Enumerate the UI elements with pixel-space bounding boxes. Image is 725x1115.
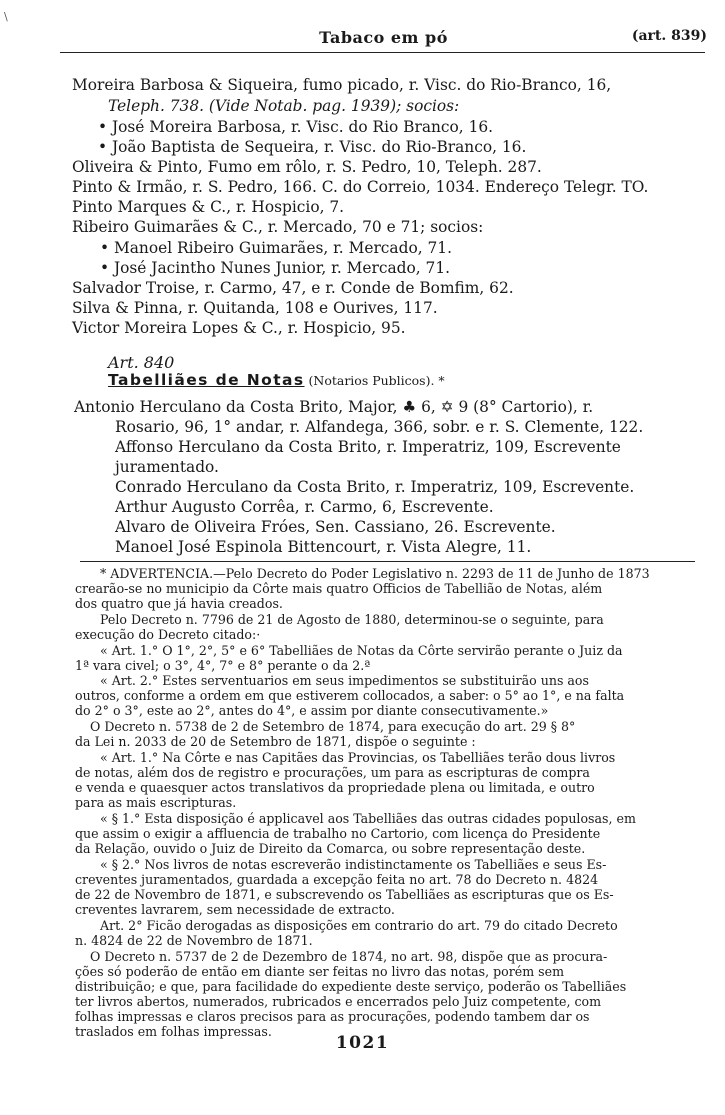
note-line: « Art. 1.° O 1°, 2°, 5° e 6° Tabelliães de Notas da Côrte servirão perante o Juiz da	[100, 643, 623, 658]
header-title: Tabaco em pó	[319, 28, 448, 47]
entry-line: • João Baptista de Sequeira, r. Visc. do Rio-Branco, 16.	[98, 138, 527, 156]
section-title: Tabelliães de Notas	[108, 371, 305, 389]
note-line: crearão-se no municipio da Côrte mais quatro Officios de Tabellião de Notas, além	[75, 581, 603, 596]
note-line: traslados em folhas impressas.	[75, 1024, 272, 1039]
note-line: de 22 de Novembro de 1871, e subscrevendo os Tabelliães as escripturas que os Es-	[75, 887, 614, 902]
entry-line: • José Jacintho Nunes Junior, r. Mercado, 71.	[100, 259, 451, 277]
page-number: 1021	[335, 1033, 390, 1053]
footnote-rule	[80, 561, 695, 562]
note-line: « § 2.° Nos livros de notas escreverão indistinctamente os Tabelliães e seus Es-	[100, 857, 607, 872]
notary-line: Manoel José Espinola Bittencourt, r. Vista Alegre, 11.	[115, 538, 532, 556]
entry-line: • José Moreira Barbosa, r. Visc. do Rio Branco, 16.	[98, 118, 494, 136]
notary-line: Affonso Herculano da Costa Brito, r. Imperatriz, 109, Escrevente	[115, 438, 621, 456]
entry-line: Oliveira & Pinto, Fumo em rôlo, r. S. Pedro, 10, Teleph. 287.	[72, 158, 542, 176]
entry-line: Pinto & Irmão, r. S. Pedro, 166. C. do Correio, 1034. Endereço Telegr. TO.	[72, 178, 649, 196]
entry-line: • Manoel Ribeiro Guimarães, r. Mercado, 71.	[100, 239, 452, 257]
entry-line: Victor Moreira Lopes & C., r. Hospicio, 95.	[72, 319, 406, 337]
note-line: ções só poderão de então em diante ser feitas no livro das notas, porém sem	[75, 964, 565, 979]
note-line: da Lei n. 2033 de 20 de Setembro de 1871, dispõe o seguinte :	[75, 734, 476, 749]
section-heading	[108, 370, 445, 389]
note-line: e venda e quaesquer actos translativos da propriedade plena ou limitada, e outro	[75, 780, 595, 795]
page-edge-mark: \	[4, 10, 8, 23]
note-line: « § 1.° Esta disposição é applicavel aos Tabelliães das outras cidades populosas, em	[100, 811, 636, 826]
note-line: dos quatro que já havia creados.	[75, 596, 283, 611]
running-header	[60, 28, 707, 50]
entry-line: Silva & Pinna, r. Quitanda, 108 e Ourives, 117.	[72, 299, 438, 317]
notary-line: Alvaro de Oliveira Fróes, Sen. Cassiano, 26. Escrevente.	[115, 518, 556, 536]
note-line: O Decreto n. 5737 de 2 de Dezembro de 1874, no art. 98, dispõe que as procura-	[90, 949, 608, 964]
note-line: de notas, além dos de registro e procurações, um para as escripturas de compra	[75, 765, 590, 780]
notary-line: Conrado Herculano da Costa Brito, r. Imperatriz, 109, Escrevente.	[115, 478, 635, 496]
note-line: creventes lavrarem, sem necessidade de extracto.	[75, 902, 395, 917]
notary-line: juramentado.	[115, 458, 219, 476]
note-line: Pelo Decreto n. 7796 de 21 de Agosto de 1880, determinou-se o seguinte, para	[100, 612, 604, 627]
note-line: n. 4824 de 22 de Novembro de 1871.	[75, 933, 313, 948]
note-line: « Art. 1.° Na Côrte e nas Capitães das Provincias, os Tabelliães terão dous livros	[100, 750, 616, 765]
entry-line: Pinto Marques & C., r. Hospicio, 7.	[72, 198, 345, 216]
note-line: ter livros abertos, numerados, rubricados e encerrados pelo Juiz competente, com	[75, 994, 602, 1009]
header-rule	[60, 52, 705, 53]
header-article: (art. 839)	[631, 28, 707, 44]
note-line: da Relação, ouvido o Juiz de Direito da Comarca, ou sobre representação deste.	[75, 841, 586, 856]
note-line: * ADVERTENCIA.—Pelo Decreto do Poder Legislativo n. 2293 de 11 de Junho de 1873	[100, 566, 650, 581]
note-line: folhas impressas e claros precisos para as procurações, podendo tambem dar os	[75, 1009, 590, 1024]
note-line: execução do Decreto citado:·	[75, 627, 261, 642]
note-line: para as mais escripturas.	[75, 795, 237, 810]
entry-line: Teleph. 738. (Vide Notab. pag. 1939); socios:	[108, 97, 460, 115]
note-line: do 2° o 3°, este ao 2°, antes do 4°, e assim por diante consecutivamente.»	[75, 703, 549, 718]
section-subtitle: (Notarios Publicos). *	[308, 373, 445, 388]
notary-line: Arthur Augusto Corrêa, r. Carmo, 6, Escrevente.	[115, 498, 494, 516]
note-line: distribuição; e que, para facilidade do expediente deste serviço, poderão os Tabelliães	[75, 979, 627, 994]
note-line: outros, conforme a ordem em que estiverem collocados, a saber: o 5° ao 1°, e na falta	[75, 688, 625, 703]
section-article: Art. 840	[108, 353, 175, 372]
notary-line: Rosario, 96, 1° andar, r. Alfandega, 366, sobr. e r. S. Clemente, 122.	[115, 418, 644, 436]
note-line: 1ª vara civel; o 3°, 4°, 7° e 8° perante o da 2.ª	[75, 658, 371, 673]
note-line: « Art. 2.° Estes serventuarios em seus impedimentos se substituirão uns aos	[100, 673, 589, 688]
note-line: Art. 2° Ficão derogadas as disposições em contrario do art. 79 do citado Decreto	[100, 918, 618, 933]
note-line: que assim o exigir a affluencia de trabalho no Cartorio, com licença do Presidente	[75, 826, 601, 841]
entry-line: Ribeiro Guimarães & C., r. Mercado, 70 e 71; socios:	[72, 218, 484, 236]
note-line: creventes juramentados, guardada a excepção feita no art. 78 do Decreto n. 4824	[75, 872, 599, 887]
note-line: O Decreto n. 5738 de 2 de Setembro de 1874, para execução do art. 29 § 8°	[90, 719, 576, 734]
entry-line: Moreira Barbosa & Siqueira, fumo picado, r. Visc. do Rio-Branco, 16,	[72, 76, 612, 94]
notary-line: Antonio Herculano da Costa Brito, Major, ♣ 6, ✡ 9 (8° Cartorio), r.	[74, 398, 594, 416]
entry-line: Salvador Troise, r. Carmo, 47, e r. Conde de Bomfim, 62.	[72, 279, 514, 297]
